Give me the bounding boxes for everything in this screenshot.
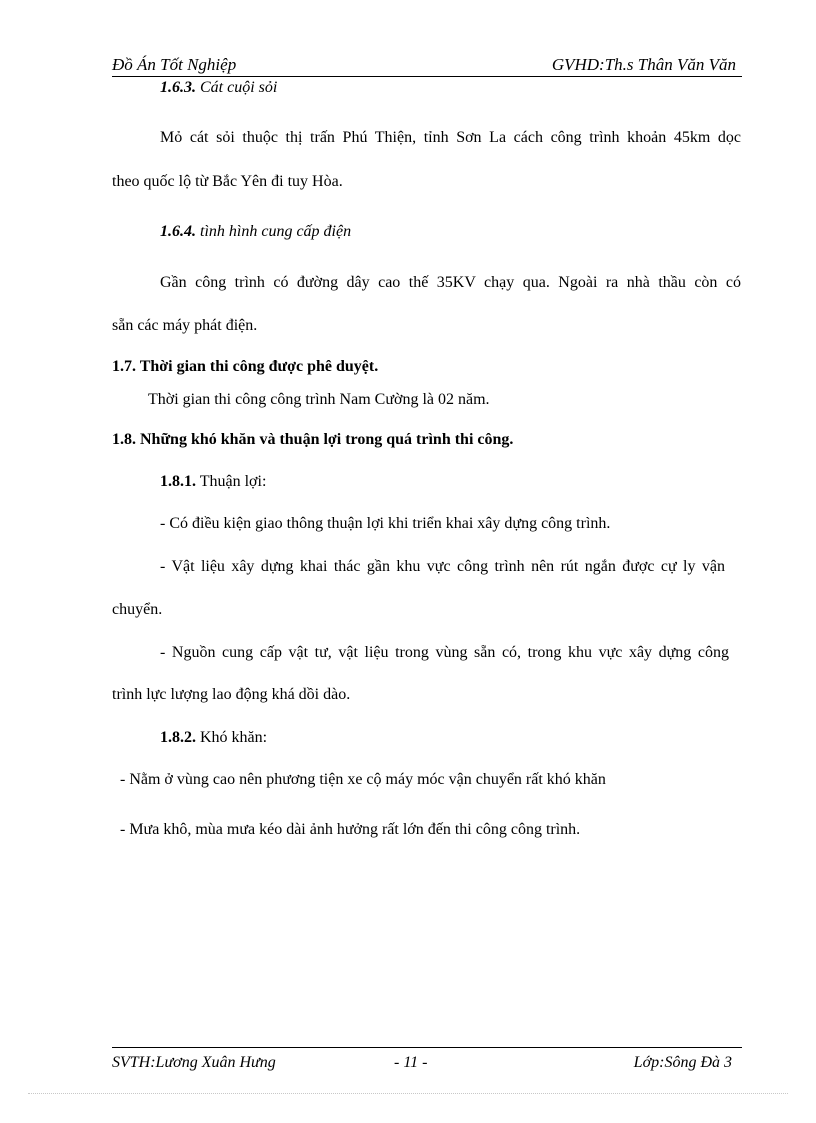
section-number: 1.8.2. — [160, 729, 196, 746]
page-header — [112, 54, 742, 77]
footer-right: Lớp:Sông Đà 3 — [633, 1054, 732, 1071]
section-1-8-1-heading — [160, 472, 266, 492]
list-item: - Nằm ở vùng cao nên phương tiện xe cộ máy móc vận chuyển rất khó khăn — [120, 771, 606, 788]
section-number: 1.8.1. — [160, 473, 196, 490]
section-1-8-2-heading — [160, 728, 267, 748]
paragraph-line: Thời gian thi công công trình Nam Cường là 02 năm. — [148, 391, 490, 408]
paragraph-line: Gần công trình có đường dây cao thế 35KV chạy qua. Ngoài ra nhà thầu còn có — [160, 274, 741, 291]
footer-rule — [112, 1047, 742, 1048]
page-footer — [112, 1052, 742, 1074]
paragraph-line: Mỏ cát sỏi thuộc thị trấn Phú Thiện, tỉnh Sơn La cách công trình khoản 45km dọc — [160, 129, 741, 146]
footer-left: SVTH:Lương Xuân Hưng — [112, 1054, 276, 1071]
paragraph-line: theo quốc lộ từ Bắc Yên đi tuy Hòa. — [112, 173, 343, 190]
header-left: Đồ Án Tốt Nghiệp — [112, 55, 237, 74]
section-title: Cát cuội sỏi — [200, 79, 278, 96]
paragraph-line: sẵn các máy phát điện. — [112, 317, 258, 334]
section-1-8-heading: 1.8. Những khó khăn và thuận lợi trong quá trình thi công. — [112, 431, 514, 448]
list-item: - Mưa khô, mùa mưa kéo dài ảnh hưởng rất lớn đến thi công công trình. — [120, 821, 581, 838]
section-number: 1.6.3. — [160, 79, 196, 96]
section-1-7-heading: 1.7. Thời gian thi công được phê duyệt. — [112, 358, 379, 375]
page-number: - 11 - — [394, 1054, 428, 1071]
section-1-6-3-heading — [160, 78, 277, 98]
section-title: Khó khăn: — [200, 729, 268, 746]
list-item-continuation: trình lực lượng lao động khá dồi dào. — [112, 686, 351, 703]
section-title: Thuận lợi: — [199, 473, 267, 490]
page-edge-divider — [28, 1093, 788, 1094]
list-item: - Có điều kiện giao thông thuận lợi khi triển khai xây dựng công trình. — [160, 515, 611, 532]
section-1-6-4-heading — [160, 222, 351, 242]
header-right: GVHD:Th.s Thân Văn Văn — [551, 55, 736, 74]
list-item: - Nguồn cung cấp vật tư, vật liệu trong vùng sẵn có, trong khu vực xây dựng công — [160, 644, 729, 661]
section-number: 1.6.4. — [160, 223, 196, 240]
list-item-continuation: chuyển. — [112, 601, 163, 618]
section-title: tình hình cung cấp điện — [200, 223, 352, 240]
list-item: - Vật liệu xây dựng khai thác gần khu vực công trình nên rút ngắn được cự ly vận — [160, 558, 725, 575]
